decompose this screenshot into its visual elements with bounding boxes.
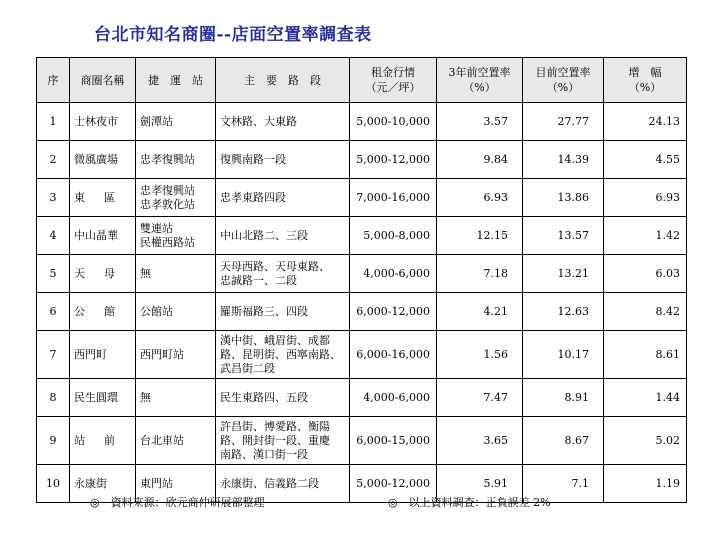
header-change: 增 幅 （%） <box>604 58 687 103</box>
cell-rate-3y: 6.93 <box>437 179 523 217</box>
cell-rate-3y: 5.91 <box>437 465 523 503</box>
cell-station: 西門町站 <box>136 331 216 379</box>
cell-station: 忠孝復興站 <box>136 141 216 179</box>
cell-station: 無 <box>136 379 216 417</box>
cell-rate-3y: 3.57 <box>437 103 523 141</box>
cell-rate-3y: 4.21 <box>437 293 523 331</box>
cell-rate-now: 8.67 <box>523 417 604 465</box>
cell-change: 8.42 <box>604 293 687 331</box>
cell-rent: 6,000-15,000 <box>350 417 437 465</box>
cell-rate-now: 10.17 <box>523 331 604 379</box>
cell-station: 劍潭站 <box>136 103 216 141</box>
cell-no: 3 <box>37 179 70 217</box>
cell-rate-now: 12.63 <box>523 293 604 331</box>
cell-rent: 5,000-8,000 <box>350 217 437 255</box>
cell-rate-3y: 1.56 <box>437 331 523 379</box>
cell-no: 4 <box>37 217 70 255</box>
cell-station: 東門站 <box>136 465 216 503</box>
table-row <box>37 293 687 331</box>
table-row <box>37 103 687 141</box>
cell-rate-3y: 7.18 <box>437 255 523 293</box>
cell-district: 天 母 <box>70 255 136 293</box>
cell-district: 士林夜市 <box>70 103 136 141</box>
table-row <box>37 179 687 217</box>
cell-rate-3y: 9.84 <box>437 141 523 179</box>
cell-district: 永康街 <box>70 465 136 503</box>
cell-change: 8.61 <box>604 331 687 379</box>
table-row <box>37 417 687 465</box>
cell-no: 10 <box>37 465 70 503</box>
header-no: 序 <box>37 58 70 103</box>
cell-change: 6.03 <box>604 255 687 293</box>
cell-road: 許昌街、博愛路、衡陽 路、開封街一段、重慶 南路、漢口街一段 <box>216 417 350 465</box>
cell-rate-now: 7.1 <box>523 465 604 503</box>
table-header-row <box>37 58 687 103</box>
cell-change: 24.13 <box>604 103 687 141</box>
cell-rate-now: 8.91 <box>523 379 604 417</box>
cell-change: 4.55 <box>604 141 687 179</box>
cell-change: 6.93 <box>604 179 687 217</box>
cell-change: 1.42 <box>604 217 687 255</box>
cell-road: 忠孝東路四段 <box>216 179 350 217</box>
cell-rent: 5,000-12,000 <box>350 465 437 503</box>
cell-rent: 6,000-12,000 <box>350 293 437 331</box>
cell-no: 7 <box>37 331 70 379</box>
cell-no: 8 <box>37 379 70 417</box>
cell-rate-3y: 7.47 <box>437 379 523 417</box>
cell-district: 中山晶華 <box>70 217 136 255</box>
cell-district: 微風廣場 <box>70 141 136 179</box>
table-row <box>37 255 687 293</box>
header-station: 捷 運 站 <box>136 58 216 103</box>
cell-rent: 4,000-6,000 <box>350 379 437 417</box>
cell-rate-now: 13.21 <box>523 255 604 293</box>
table-row <box>37 217 687 255</box>
cell-road: 漢中街、峨眉街、成都 路、昆明街、西寧南路、 武昌街二段 <box>216 331 350 379</box>
cell-station: 無 <box>136 255 216 293</box>
cell-district: 西門町 <box>70 331 136 379</box>
cell-rent: 5,000-12,000 <box>350 141 437 179</box>
cell-station: 台北車站 <box>136 417 216 465</box>
cell-no: 9 <box>37 417 70 465</box>
table-row <box>37 379 687 417</box>
cell-district: 站 前 <box>70 417 136 465</box>
cell-rate-now: 13.57 <box>523 217 604 255</box>
cell-station: 雙連站 民權西路站 <box>136 217 216 255</box>
cell-no: 5 <box>37 255 70 293</box>
cell-road: 永康街、信義路二段 <box>216 465 350 503</box>
cell-rent: 4,000-6,000 <box>350 255 437 293</box>
cell-rate-3y: 12.15 <box>437 217 523 255</box>
cell-road: 中山北路二、三段 <box>216 217 350 255</box>
cell-district: 公 館 <box>70 293 136 331</box>
cell-road: 文林路、大東路 <box>216 103 350 141</box>
cell-road: 羅斯福路三、四段 <box>216 293 350 331</box>
cell-district: 東 區 <box>70 179 136 217</box>
source-note: ◎ 資料來源：欣元商仲研展部整理 <box>90 496 265 509</box>
header-rent: 租金行情 （元／坪） <box>350 58 437 103</box>
cell-change: 1.44 <box>604 379 687 417</box>
header-district: 商圈名稱 <box>70 58 136 103</box>
page-title: 台北市知名商圈--店面空置率調查表 <box>94 25 372 45</box>
header-rate-now: 目前空置率 （%） <box>523 58 604 103</box>
cell-station: 公館站 <box>136 293 216 331</box>
cell-change: 1.19 <box>604 465 687 503</box>
cell-rate-now: 27.77 <box>523 103 604 141</box>
cell-station: 忠孝復興站 忠孝敦化站 <box>136 179 216 217</box>
cell-rate-3y: 3.65 <box>437 417 523 465</box>
cell-road: 天母西路、天母東路、 忠誠路一、二段 <box>216 255 350 293</box>
table-row <box>37 141 687 179</box>
cell-road: 民生東路四、五段 <box>216 379 350 417</box>
header-road: 主 要 路 段 <box>216 58 350 103</box>
cell-rent: 6,000-16,000 <box>350 331 437 379</box>
vacancy-table <box>36 57 687 503</box>
cell-change: 5.02 <box>604 417 687 465</box>
table-row <box>37 331 687 379</box>
error-note: ◎ 以上資料調查：正負誤差 2% <box>388 496 551 509</box>
header-rate-3y: 3年前空置率 （%） <box>437 58 523 103</box>
cell-no: 6 <box>37 293 70 331</box>
cell-no: 1 <box>37 103 70 141</box>
cell-rent: 7,000-16,000 <box>350 179 437 217</box>
cell-district: 民生圓環 <box>70 379 136 417</box>
cell-rent: 5,000-10,000 <box>350 103 437 141</box>
cell-rate-now: 14.39 <box>523 141 604 179</box>
cell-road: 復興南路一段 <box>216 141 350 179</box>
cell-rate-now: 13.86 <box>523 179 604 217</box>
cell-no: 2 <box>37 141 70 179</box>
